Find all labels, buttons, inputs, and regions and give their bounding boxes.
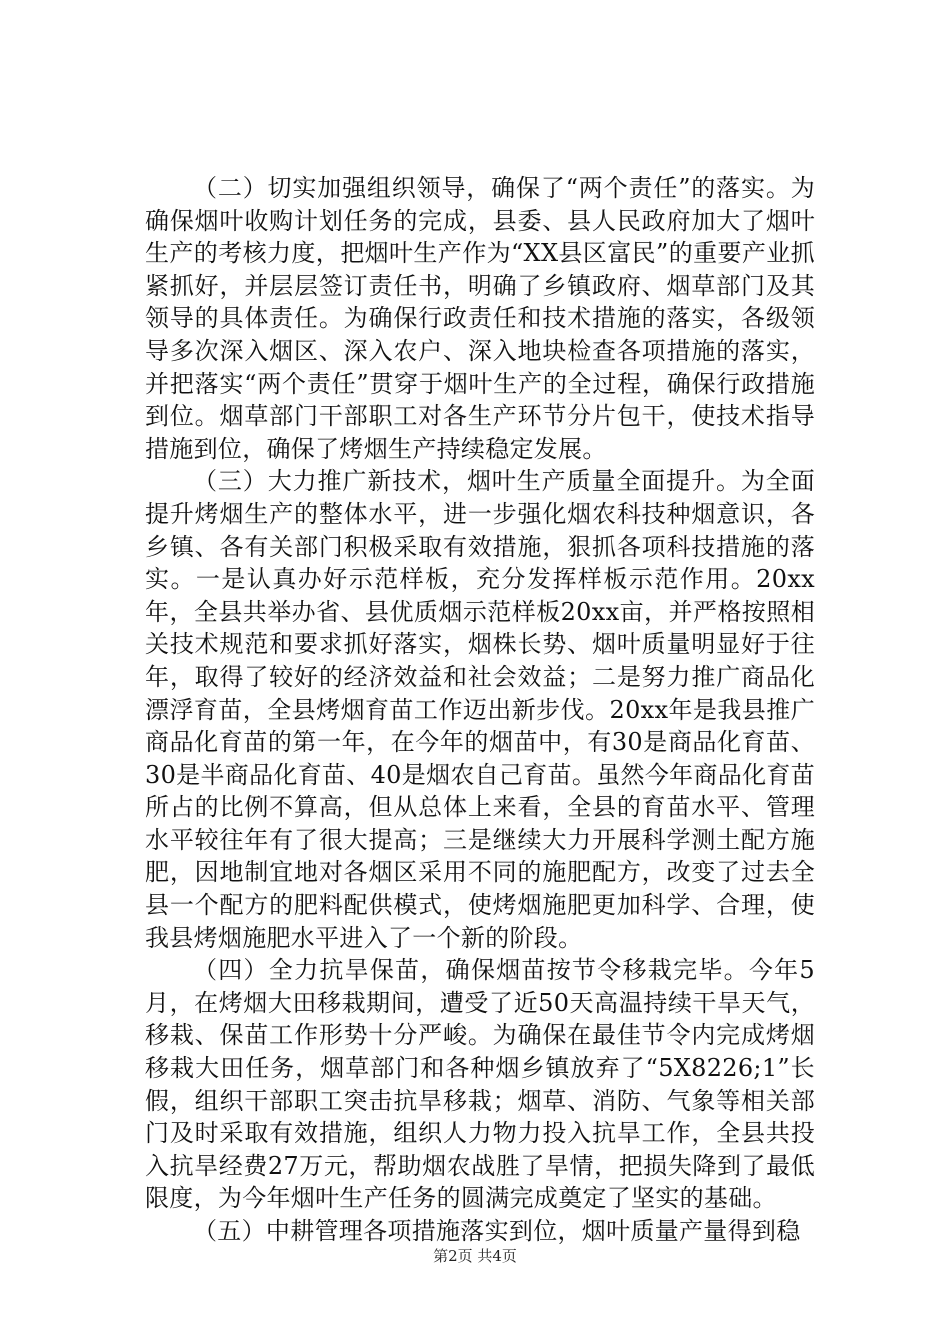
paragraph-section-5: （五）中耕管理各项措施落实到位，烟叶质量产量得到稳 (193, 1217, 801, 1245)
page-footer: 第2页 共4页 (433, 1247, 517, 1265)
paragraph-section-4: （四）全力抗旱保苗，确保烟苗按节令移栽完毕。今年5月，在烤烟大田移栽期间，遭受了近50天高温持续干旱天气，移栽、保苗工作形势十分严峻。为确保在最佳节令内完成烤烟移栽大田任务，烟草部门和各种烟乡镇放弃了“5X8226;1”长假，组织干部职工突击抗旱移栽；烟草、消防、气象等相关部门及时采取有效措施，组织人力物力投入抗旱工作，全县共投入抗旱经费27万元，帮助烟农战胜了旱情，把损失降到了最低限度，为今年烟叶生产任务的圆满完成奠定了坚实的基础。 (145, 956, 815, 1213)
paragraph-section-3: （三）大力推广新技术，烟叶生产质量全面提升。为全面提升烤烟生产的整体水平，进一步强化烟农科技种烟意识，各乡镇、各有关部门积极采取有效措施，狠抓各项科技措施的落实。一是认真办好示范样板，充分发挥样板示范作用。20xx年，全县共举办省、县优质烟示范样板20xx亩，并严格按照相关技术规范和要求抓好落实，烟株长势、烟叶质量明显好于往年，取得了较好的经济效益和社会效益；二是努力推广商品化漂浮育苗，全县烤烟育苗工作迈出新步伐。20xx年是我县推广商品化育苗的第一年，在今年的烟苗中，有30是商品化育苗、30是半商品化育苗、40是烟农自己育苗。虽然今年商品化育苗所占的比例不算高，但从总体上来看，全县的育苗水平、管理水平较往年有了很大提高；三是继续大力开展科学测土配方施肥，因地制宜地对各烟区采用不同的施肥配方，改变了过去全县一个配方的肥料配供模式，使烤烟施肥更加科学、合理，使我县烤烟施肥水平进入了一个新的阶段。 (145, 467, 815, 952)
document-body (145, 172, 815, 1248)
paragraph-section-2: （二）切实加强组织领导，确保了“两个责任”的落实。为确保烟叶收购计划任务的完成，县委、县人民政府加大了烟叶生产的考核力度，把烟叶生产作为“XX县区富民”的重要产业抓紧抓好，并层层签订责任书，明确了乡镇政府、烟草部门及其领导的具体责任。为确保行政责任和技术措施的落实，各级领导多次深入烟区、深入农户、深入地块检查各项措施的落实，并把落实“两个责任”贯穿于烟叶生产的全过程，确保行政措施到位。烟草部门干部职工对各生产环节分片包干，使技术指导措施到位，确保了烤烟生产持续稳定发展。 (145, 174, 815, 463)
